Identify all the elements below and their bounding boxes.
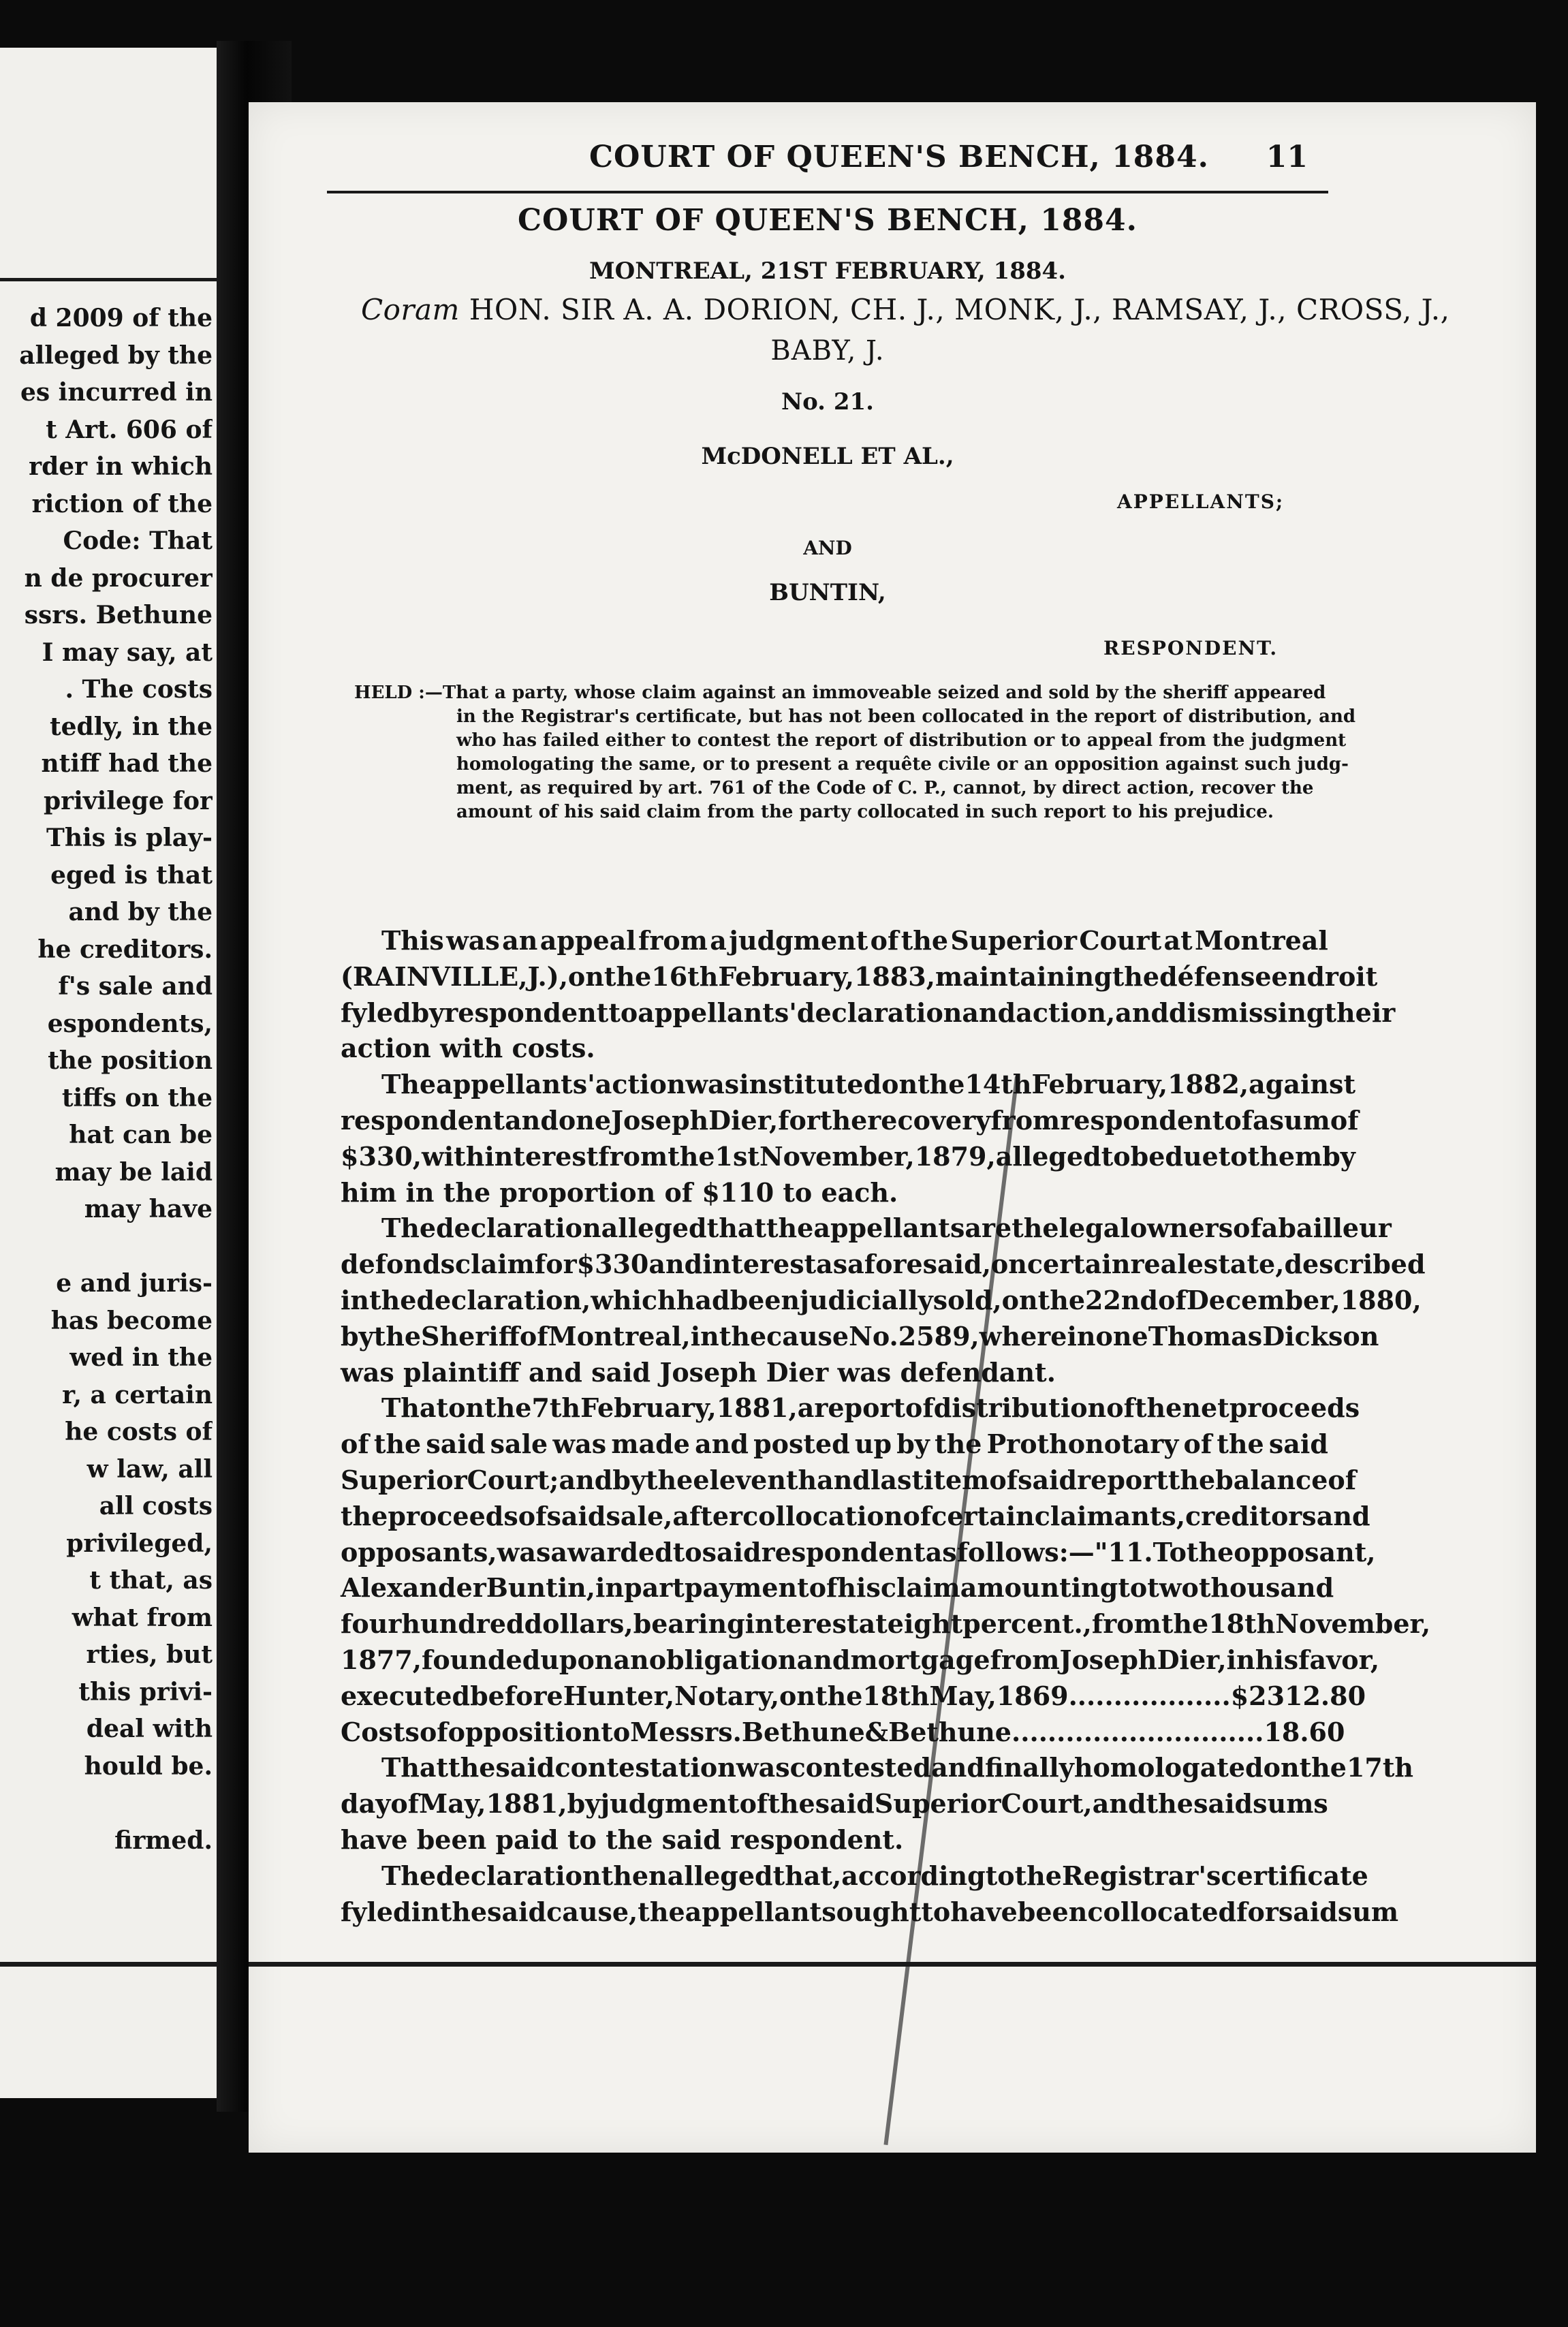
left-page-line: wed in the [69,1343,213,1372]
headnote-line: in the Registrar's certificate, but has not been collocated in the report of distribution, and [456,706,1356,727]
left-page-line: n de procurer [24,563,213,593]
left-page-line: r, a certain [62,1380,213,1409]
body-line: four hundred dollars, bearing interest at eight per cent., from the 18th November, [341,1608,1431,1640]
left-page-line: e and juris- [56,1269,213,1298]
headnote [354,681,1356,824]
left-page-line: may have [84,1195,213,1223]
body-line: day of May, 1881, by judgment of the said Superior Court, and the said sums [341,1788,1328,1820]
body-line: by the Sheriff of Montreal, in the cause No. 2589, wherein one Thomas Dickson [341,1320,1379,1352]
left-page-line: firmed. [114,1826,213,1855]
body-line: 1877, founded upon an obligation and mortgage from Joseph Dier, in his favor, [341,1644,1380,1675]
body-line: The declaration then alleged that, according to the Registrar's certificate [381,1860,1368,1891]
left-page-line: privileged, [66,1529,213,1558]
body-line: Superior Court; and by the eleventh and last item of said report the balance of [341,1464,1357,1495]
left-page-line: ntiff had the [41,749,213,778]
body-text [341,923,1431,1930]
headnote-line: amount of his said claim from the party collocated in such report to his prejudice. [456,802,1274,822]
left-page-line: t that, as [89,1566,213,1595]
left-page-line: privilege for [43,786,213,815]
left-page-line: d 2009 of the [29,304,213,332]
appellants-label: APPELLANTS; [1117,490,1285,513]
left-page-line [0,1228,213,1266]
body-line: opposants, was awarded to said respondent as follows :—"11. To the opposant, [341,1536,1376,1567]
body-line: in the declaration, which had been judicially sold, on the 22nd of December, 1880, [341,1284,1422,1315]
left-page-line [0,1785,213,1822]
running-head [327,140,1328,187]
left-page-line: and by the [68,898,213,926]
coram-line-2: BABY, J. [770,335,885,366]
left-page-line: hould be. [84,1751,213,1781]
case-court-title: COURT OF QUEEN'S BENCH, 1884. [518,203,1138,238]
left-page-rule [0,278,217,281]
body-line: Alexander Buntin, in part payment of his claim amounting to two thousand [341,1572,1334,1604]
page-bottom-rule [249,1962,1536,1967]
left-page-bottom-rule [0,1962,217,1967]
respondent-label: RESPONDENT. [1103,637,1279,659]
body-line: respondent and one Joseph Dier, for the recovery from respondent of a sum of [341,1104,1359,1136]
left-page-line: Code: That [63,527,213,555]
left-page-line: he creditors. [37,935,213,964]
case-date: MONTREAL, 21ST FEBRUARY, 1884. [589,257,1067,285]
left-page-line: alleged by the [19,341,213,370]
coram-judges: HON. SIR A. A. DORION, CH. J., MONK, J., RAMSAY, J., CROSS, J., [469,293,1450,326]
left-page-line: tiffs on the [61,1083,213,1112]
left-page-line: this privi- [78,1677,213,1706]
left-page-line: This is play- [46,824,213,852]
header-rule [327,191,1328,193]
page-number: 11 [1266,140,1308,174]
body-line: of the said sale was made and posted up by the Prothonotary of the said [341,1428,1328,1460]
body-line: him in the proportion of $110 to each. [341,1176,898,1208]
body-line: The appellants' action was instituted on the 14th February, 1882, against [381,1069,1355,1100]
left-page-line: may be laid [54,1157,213,1187]
left-page-line: riction of the [31,489,213,518]
left-facing-page [0,48,217,2098]
left-page-line: rties, but [86,1640,213,1669]
coram-label: Coram [361,293,460,326]
headnote-line: homologating the same, or to present a requête civile or an opposition against such judg- [456,754,1349,775]
left-page-line: tedly, in the [49,712,213,741]
left-page-line: deal with [86,1715,213,1743]
headnote-line: ment, as required by art. 761 of the Code of C. P., cannot, by direct action, recover the [456,778,1314,798]
running-title: COURT OF QUEEN'S BENCH, 1884. [589,140,1209,174]
and-separator: AND [803,537,852,559]
headnote-line: HELD :—That a party, whose claim against an immoveable seized and sold by the sheriff appeared [354,683,1326,703]
left-page-line: espondents, [47,1009,213,1038]
coram-line [361,293,1449,326]
body-line: the proceeds of said sale, after collocation of certain claimants, creditors and [341,1500,1370,1531]
body-line: The declaration alleged that the appellants are the legal owners of a bailleur [381,1213,1392,1244]
left-page-line: eged is that [50,860,213,890]
left-page-line: the position [48,1046,213,1075]
body-line: That on the 7th February, 1881, a report of distribution of the net proceeds [381,1392,1360,1424]
body-line: was plaintiff and said Joseph Dier was defendant. [341,1356,1056,1388]
appellant-name: McDONELL ET AL., [701,443,954,470]
left-page-line: ssrs. Bethune [24,601,213,629]
body-line: action with costs. [341,1033,595,1064]
left-page-line: what from [72,1603,213,1632]
body-line: fyled in the said cause, the appellants ought to have been collocated for said sum [341,1896,1399,1927]
left-page-line: . The costs [65,675,213,704]
left-page-line: he costs of [65,1418,213,1446]
headnote-line: who has failed either to contest the report of distribution or to appeal from the judgment [456,730,1347,751]
body-line: $330, with interest from the 1st November, 1879, alleged to be due to them by [341,1140,1355,1172]
respondent-name: BUNTIN, [769,579,886,606]
left-page-line: hat can be [69,1121,213,1149]
left-page-line: rder in which [29,452,213,481]
left-page-line: t Art. 606 of [46,415,213,444]
left-page-line: I may say, at [42,638,213,667]
body-line: have been paid to the said respondent. [341,1824,904,1855]
body-line: de fonds claim for $330 and interest as aforesaid, on certain real estate, described [341,1249,1426,1280]
body-line: Costs of opposition to Messrs. Bethune & Bethune ............................ 18.60 [341,1716,1345,1747]
body-line: This was an appeal from a judgment of the Superior Court at Montreal [381,925,1328,956]
body-line: fyled by respondent to appellants' declaration and action, and dismissing their [341,997,1396,1028]
left-page-line: has become [50,1306,213,1335]
body-line: (RAINVILLE, J.), on the 16th February, 1883, maintaining the défense en droit [341,961,1378,992]
left-page-line: es incurred in [20,378,213,407]
case-number: No. 21. [781,388,874,416]
left-page-line: all costs [99,1492,213,1520]
left-page-line: f's sale and [58,972,213,1001]
left-page-line: w law, all [87,1454,213,1484]
left-page-text [0,300,213,1859]
body-line: executed before Hunter, Notary, on the 18th May, 1869 .................. $2312.80 [341,1680,1366,1711]
body-line: That the said contestation was contested and finally homologated on the 17th [381,1752,1414,1783]
